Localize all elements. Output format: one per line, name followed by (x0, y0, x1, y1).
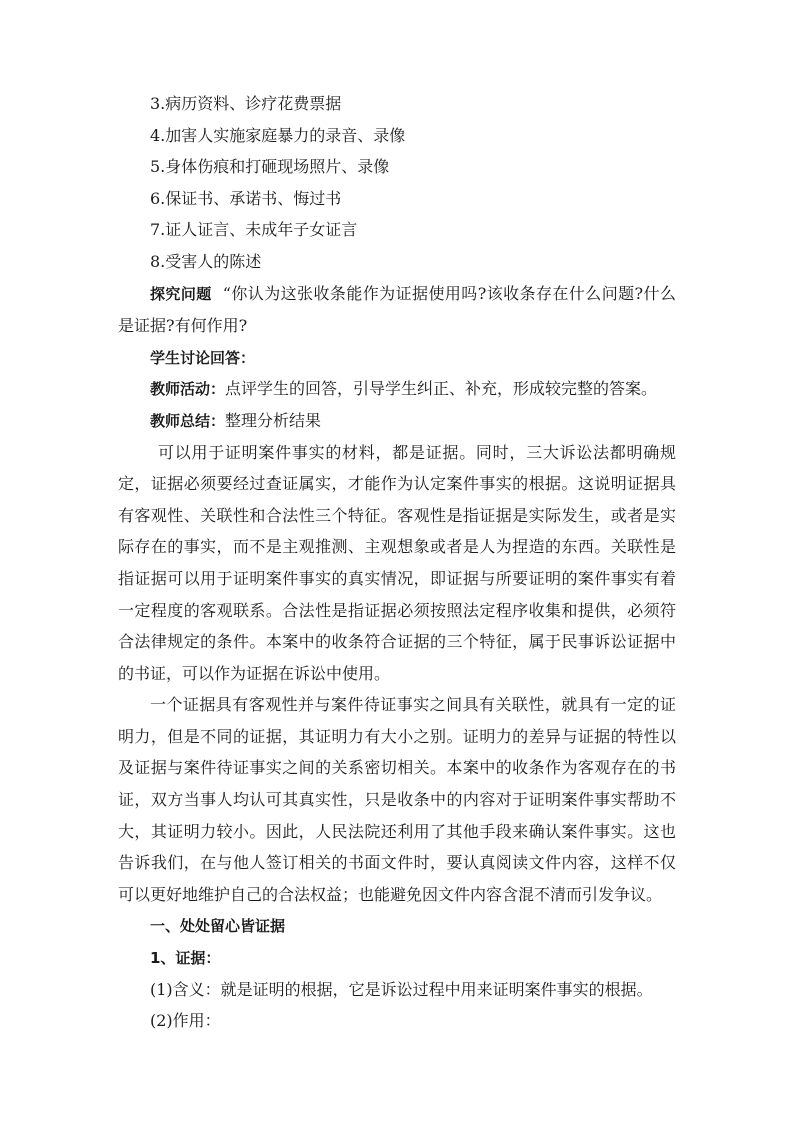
student-discussion (118, 342, 676, 374)
paragraph-evidence-probative-force: 一个证据具有客观性并与案件待证事实之间具有关联性，就具有一定的证明力，但是不同的证据，其证明力有大小之别。证明力的差异与证据的特性以及证据与案件待证事实之间的关系密切相关。本案中的收条作为客观存在的书证，双方当事人均认可其真实性，只是收条中的内容对于证明案件事实帮助不大，其证明力较小。因此，人民法院还利用了其他手段来确认案件事实。这也告诉我们，在与他人签订相关的书面文件时，要认真阅读文件内容，这样不仅可以更好地维护自己的合法权益；也能避免因文件内容含混不清而引发争议。 (118, 695, 676, 904)
subsection-heading: 1、证据： (150, 949, 221, 968)
teacher-activity-text: 点评学生的回答，引导学生纠正、补充，形成较完整的答案。 (225, 379, 658, 399)
teacher-summary (118, 405, 676, 437)
explore-text: “你认为这张收条能作为证据使用吗?该收条存在什么问题?什么是证据?有何作用? (118, 283, 676, 336)
list-item: 4.加害人实施家庭暴力的录音、录像 (150, 125, 406, 145)
teacher-activity-label: 教师活动： (150, 380, 226, 399)
explore-label: 探究问题 (150, 284, 212, 303)
teacher-summary-label: 教师总结： (150, 411, 226, 430)
explore-question (118, 278, 676, 342)
list-item: 5.身体伤痕和打砸现场照片、录像 (150, 157, 390, 177)
list-item: 3.病历资料、诊疗花费票据 (150, 94, 342, 113)
list-item: 8.受害人的陈述 (150, 251, 262, 271)
document-page (118, 88, 676, 1037)
section-heading: 一、处处留心皆证据 (150, 917, 286, 936)
list-item: 6.保证书、承诺书、悔过书 (150, 188, 342, 208)
meaning-item: (1)含义：就是证明的根据，它是诉讼过程中用来证明案件事实的根据。 (150, 979, 653, 999)
teacher-summary-text: 整理分析结果 (225, 410, 322, 430)
list-item: 7.证人证言、未成年子女证言 (150, 220, 358, 240)
paragraph-evidence-features: 可以用于证明案件事实的材料，都是证据。同时，三大诉讼法都明确规定，证据必须要经过查证属实，才能作为认定案件事实的根据。这说明证据具有客观性、关联性和合法性三个特征。客观性是指证据是实际发生，或者是实际存在的事实，而不是主观推测、主观想象或者是人为捏造的东西。关联性是指证据可以用于证明案件事实的真实情况，即证据与所要证明的案件事实有着一定程度的客观联系。合法性是指证据必须按照法定程序收集和提供，必须符合法律规定的条件。本案中的收条符合证据的三个特征，属于民事诉讼证据中的书证，可以作为证据在诉讼中使用。 (118, 442, 676, 683)
function-item: (2)作用： (150, 1011, 221, 1031)
explore-spacer (212, 284, 223, 303)
student-label: 学生讨论回答： (150, 348, 256, 367)
teacher-activity (118, 373, 676, 405)
